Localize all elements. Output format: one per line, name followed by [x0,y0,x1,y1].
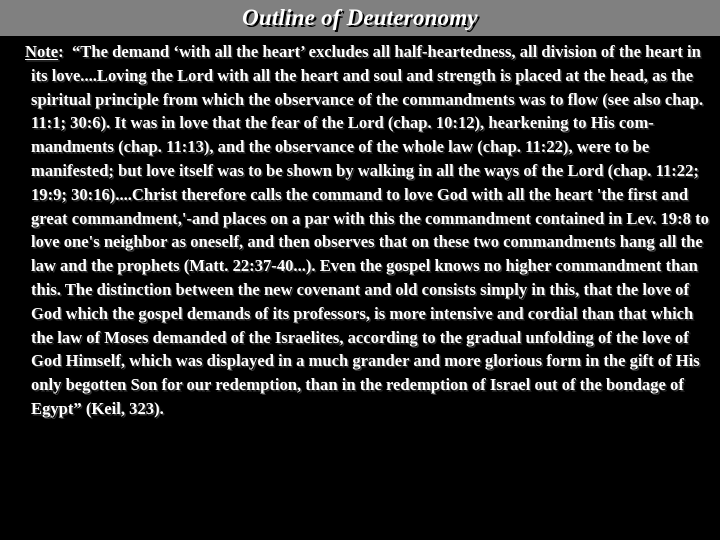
slide-title: Outline of Deuteronomy [242,5,478,30]
title-bar [0,0,720,36]
note-quote-text: “The demand ‘with all the heart’ excludes all half-heartedness, all division of the heart in its love....Loving the Lord with all the heart and soul and strength is placed at the head, as the spiritual principle from which the observance of the commandments was to flow (see also chap. 11:1; 30:6). It was in love that the fear of the Lord (chap. 10:12), hearkening to His com-mandments (chap. 11:13), and the observance of the whole law (chap. 11:22), were to be manifested; but love itself was to be shown by walking in all the ways of the Lord (chap. 11:22; 19:9; 30:16)....Christ therefore calls the command to love God with all the heart 'the first and great commandment,'-and places on a par with this the commandment contained in Lev. 19:8 to love one's neighbor as oneself, and then observes that on these two commandments hang all the law and the prophets (Matt. 22:37-40...). Even the gospel knows no higher commandment than this. The distinction between the new covenant and old consists simply in this, that the love of God which the gospel demands of its professors, is more intensive and cordial than that which the law of Moses demanded of the Israelites, according to the gradual unfolding of the love of God Himself, which was displayed in a much grander and more glorious form in the gift of His only begotten Son for our redemption, than in the redemption of Israel out of the bondage of Egypt” (Keil, 323). [31,42,709,418]
note-paragraph [25,40,719,421]
note-colon: : [58,42,64,61]
note-label: Note [25,42,59,61]
